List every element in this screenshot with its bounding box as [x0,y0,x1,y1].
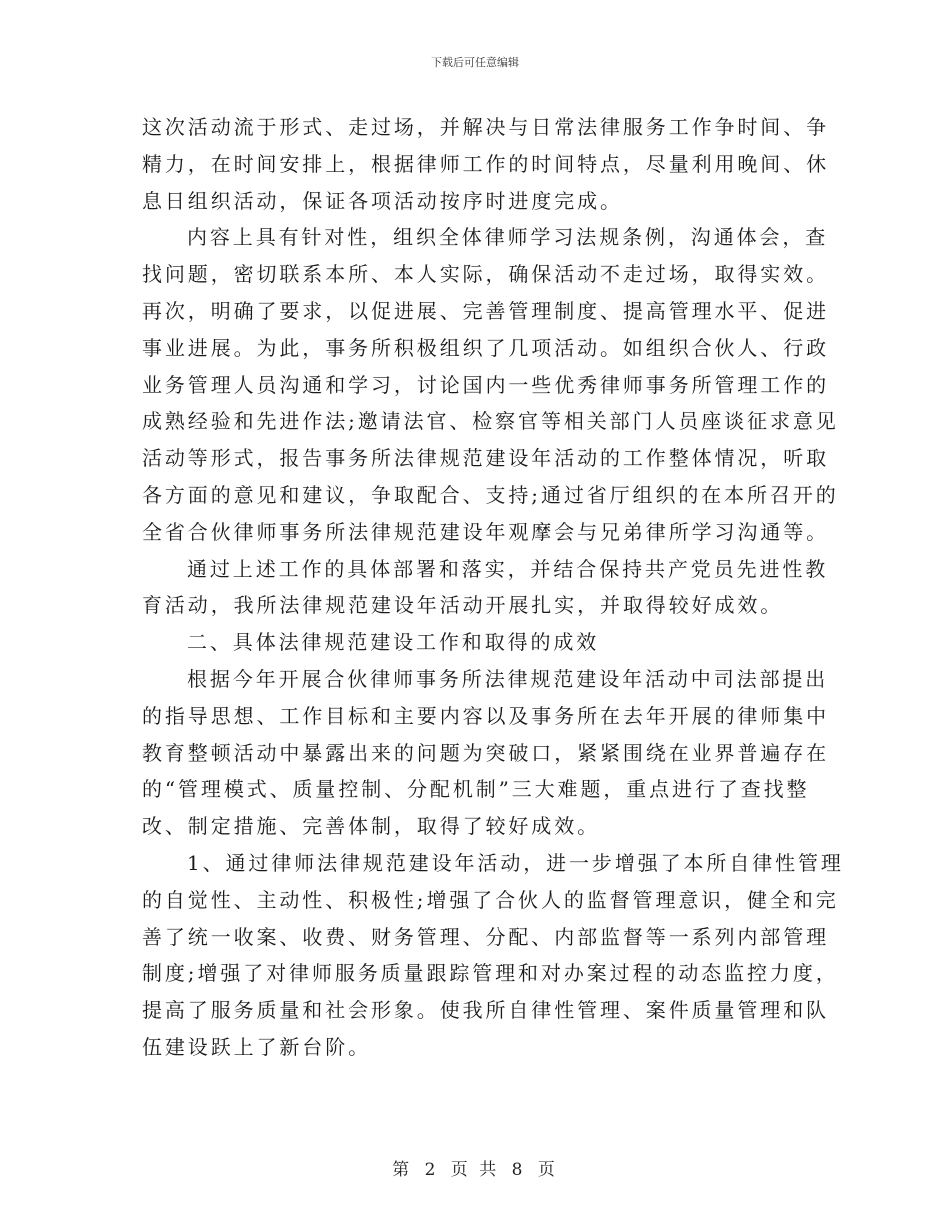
page-number-footer [0,1155,950,1180]
text-line: 精力，在时间安排上，根据律师工作的时间特点，尽量利用晚间、休 [142,151,829,176]
text-line: 的指导思想、工作目标和主要内容以及事务所在去年开展的律师集中 [142,703,829,728]
paragraph-start-line: 1、通过律师法律规范建设年活动，进一步增强了本所自律性管理 [187,850,844,875]
text-line: 提高了服务质量和社会形象。使我所自律性管理、案件质量管理和队 [142,998,829,1023]
total-page-number: 8 [511,1160,526,1180]
section-heading: 二、具体法律规范建设工作和取得的成效 [187,630,600,655]
text-line: 的“管理模式、质量控制、分配机制”三大难题，重点进行了查找整 [142,777,810,802]
document-body [142,109,844,1066]
current-page-number: 2 [424,1160,439,1180]
text-line: 再次，明确了要求，以促进展、完善管理制度、提高管理水平、促进 [142,298,829,323]
text-line: 息日组织活动，保证各项活动按序时进度完成。 [142,188,623,213]
text-line: 事业进展。为此，事务所积极组织了几项活动。如组织合伙人、行政 [142,335,829,360]
page-label-suffix: 页 [537,1160,558,1180]
text-line: 找问题，密切联系本所、本人实际，确保活动不走过场，取得实效。 [142,262,829,287]
text-line: 育活动，我所法律规范建设年活动开展扎实，并取得较好成效。 [142,593,784,618]
paragraph-start-line: 通过上述工作的具体部署和落实，并结合保持共产党员先进性教 [187,556,829,581]
text-line: 这次活动流于形式、走过场，并解决与日常法律服务工作争时间、争 [142,115,829,139]
text-line: 教育整顿活动中暴露出来的问题为突破口，紧紧围绕在业界普遍存在 [142,740,829,765]
page-label-middle: 页 共 [450,1160,500,1180]
text-line: 伍建设跃上了新台阶。 [142,1034,371,1059]
text-line: 全省合伙律师事务所法律规范建设年观摩会与兄弟律所学习沟通等。 [142,519,829,544]
text-line: 制度;增强了对律师服务质量跟踪管理和对办案过程的动态监控力度， [142,961,839,986]
text-line: 各方面的意见和建议，争取配合、支持;通过省厅组织的在本所召开的 [142,482,839,507]
text-line: 的自觉性、主动性、积极性;增强了合伙人的监督管理意识，健全和完 [142,887,839,912]
text-line: 活动等形式，报告事务所法律规范建设年活动的工作整体情况，听取 [142,446,829,471]
paragraph-start-line: 根据今年开展合伙律师事务所法律规范建设年活动中司法部提出 [187,666,829,691]
page-header: 下载后可任意编辑 [431,56,519,69]
text-line: 改、制定措施、完善体制，取得了较好成效。 [142,814,600,839]
paragraph-start-line: 内容上具有针对性，组织全体律师学习法规条例，沟通体会，查 [187,225,829,250]
text-line: 善了统一收案、收费、财务管理、分配、内部监督等一系列内部管理 [142,924,829,949]
text-line: 成熟经验和先进作法;邀请法官、检察官等相关部门人员座谈征求意见 [142,409,839,434]
page-label-prefix: 第 [392,1160,413,1180]
text-line: 业务管理人员沟通和学习，讨论国内一些优秀律师事务所管理工作的 [142,372,829,397]
